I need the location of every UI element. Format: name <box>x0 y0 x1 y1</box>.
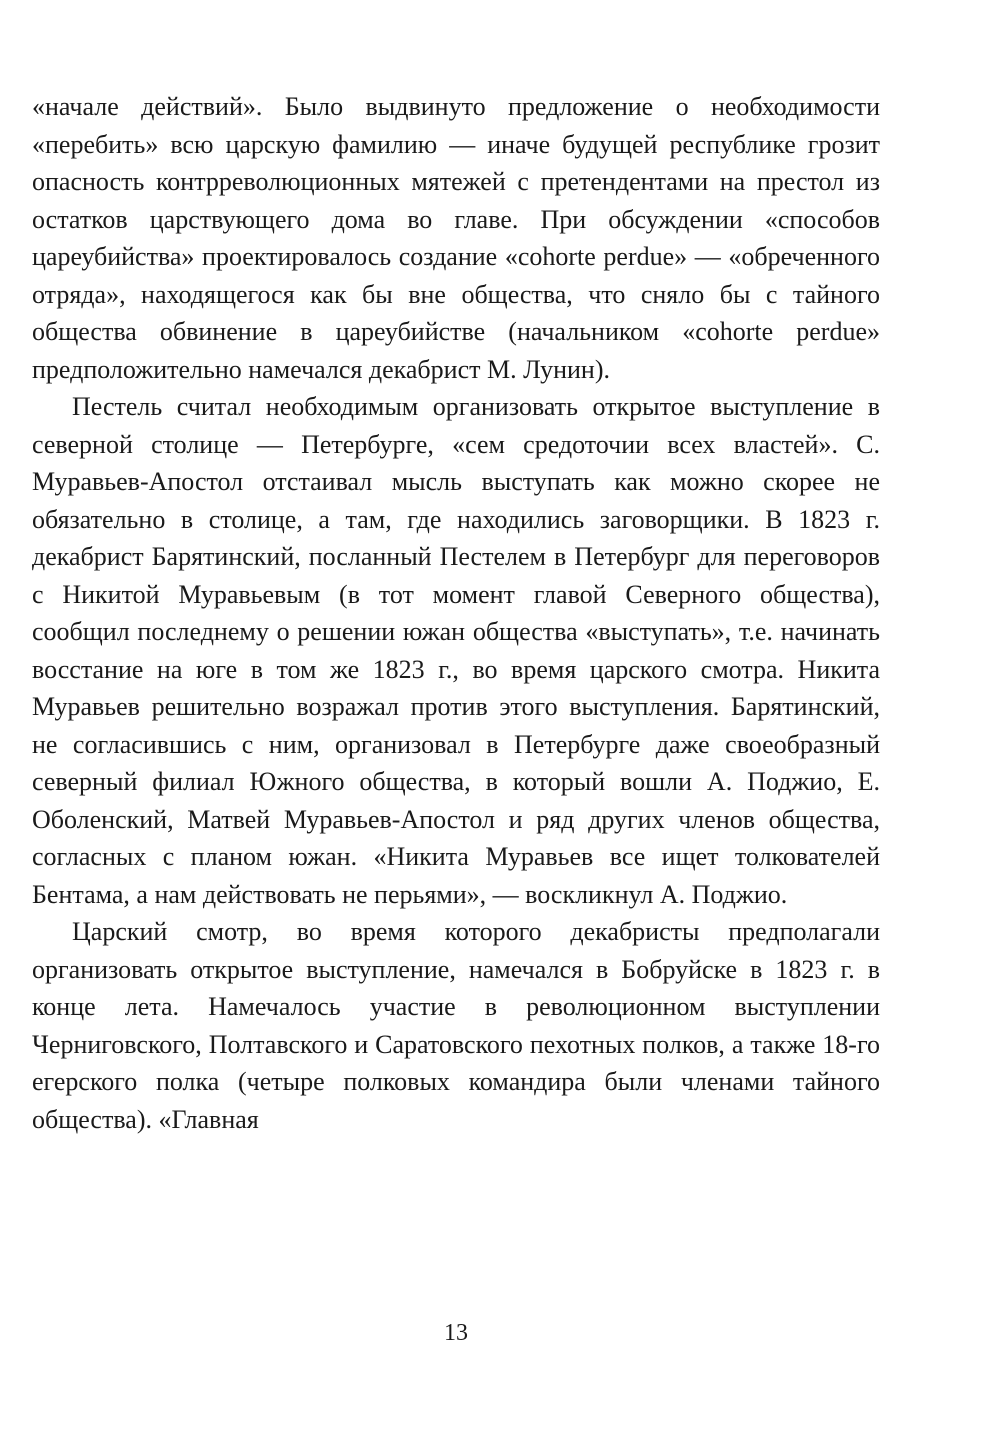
paragraph-3: Царский смотр, во время которого декабристы предполагали организовать открытое выступление, намечался в Бобруйске в 1823 г. в конце лета. Намечалось участие в революционном выступлении Черниговского, Полтавского и Саратовского пехотных полков, а также 18-го егерского полка (четыре полковых командира были членами тайного общества). «Главная <box>32 917 880 1134</box>
body-text <box>32 88 880 1138</box>
page-number: 13 <box>444 1320 468 1346</box>
paragraph-2: Пестель считал необходимым организовать открытое выступление в северной столице — Петербурге, «сем средоточии всех властей». С. Муравьев-Апостол отстаивал мысль выступать как можно скорее не обязательно в столице, а там, где находились заговорщики. В 1823 г. декабрист Барятинский, посланный Пестелем в Петербург для переговоров с Никитой Муравьевым (в тот момент главой Северного общества), сообщил последнему о решении южан общества «выступать», т.е. начинать восстание на юге в том же 1823 г., во время царского смотра. Никита Муравьев решительно возражал против этого выступления. Барятинский, не согласившись с ним, организовал в Петербурге даже своеобразный северный филиал Южного общества, в который вошли А. Поджио, Е. Оболенский, Матвей Муравьев-Апостол и ряд других членов общества, согласных с планом южан. «Никита Муравьев все ищет толкователей Бентама, а нам действовать не перьями», — воскликнул А. Поджио. <box>32 392 880 909</box>
paragraph-1: «начале действий». Было выдвинуто предложение о необходимости «перебить» всю царскую фамилию — иначе будущей республике грозит опасность контрреволюционных мятежей с претендентами на престол из остатков царствующего дома во главе. При обсуждении «способов цареубийства» проектировалось создание «cohorte perdue» — «обреченного отряда», находящегося как бы вне общества, что сняло бы с тайного общества обвинение в цареубийстве (начальником «cohorte perdue» предположительно намечался декабрист М. Лунин). <box>32 92 880 384</box>
